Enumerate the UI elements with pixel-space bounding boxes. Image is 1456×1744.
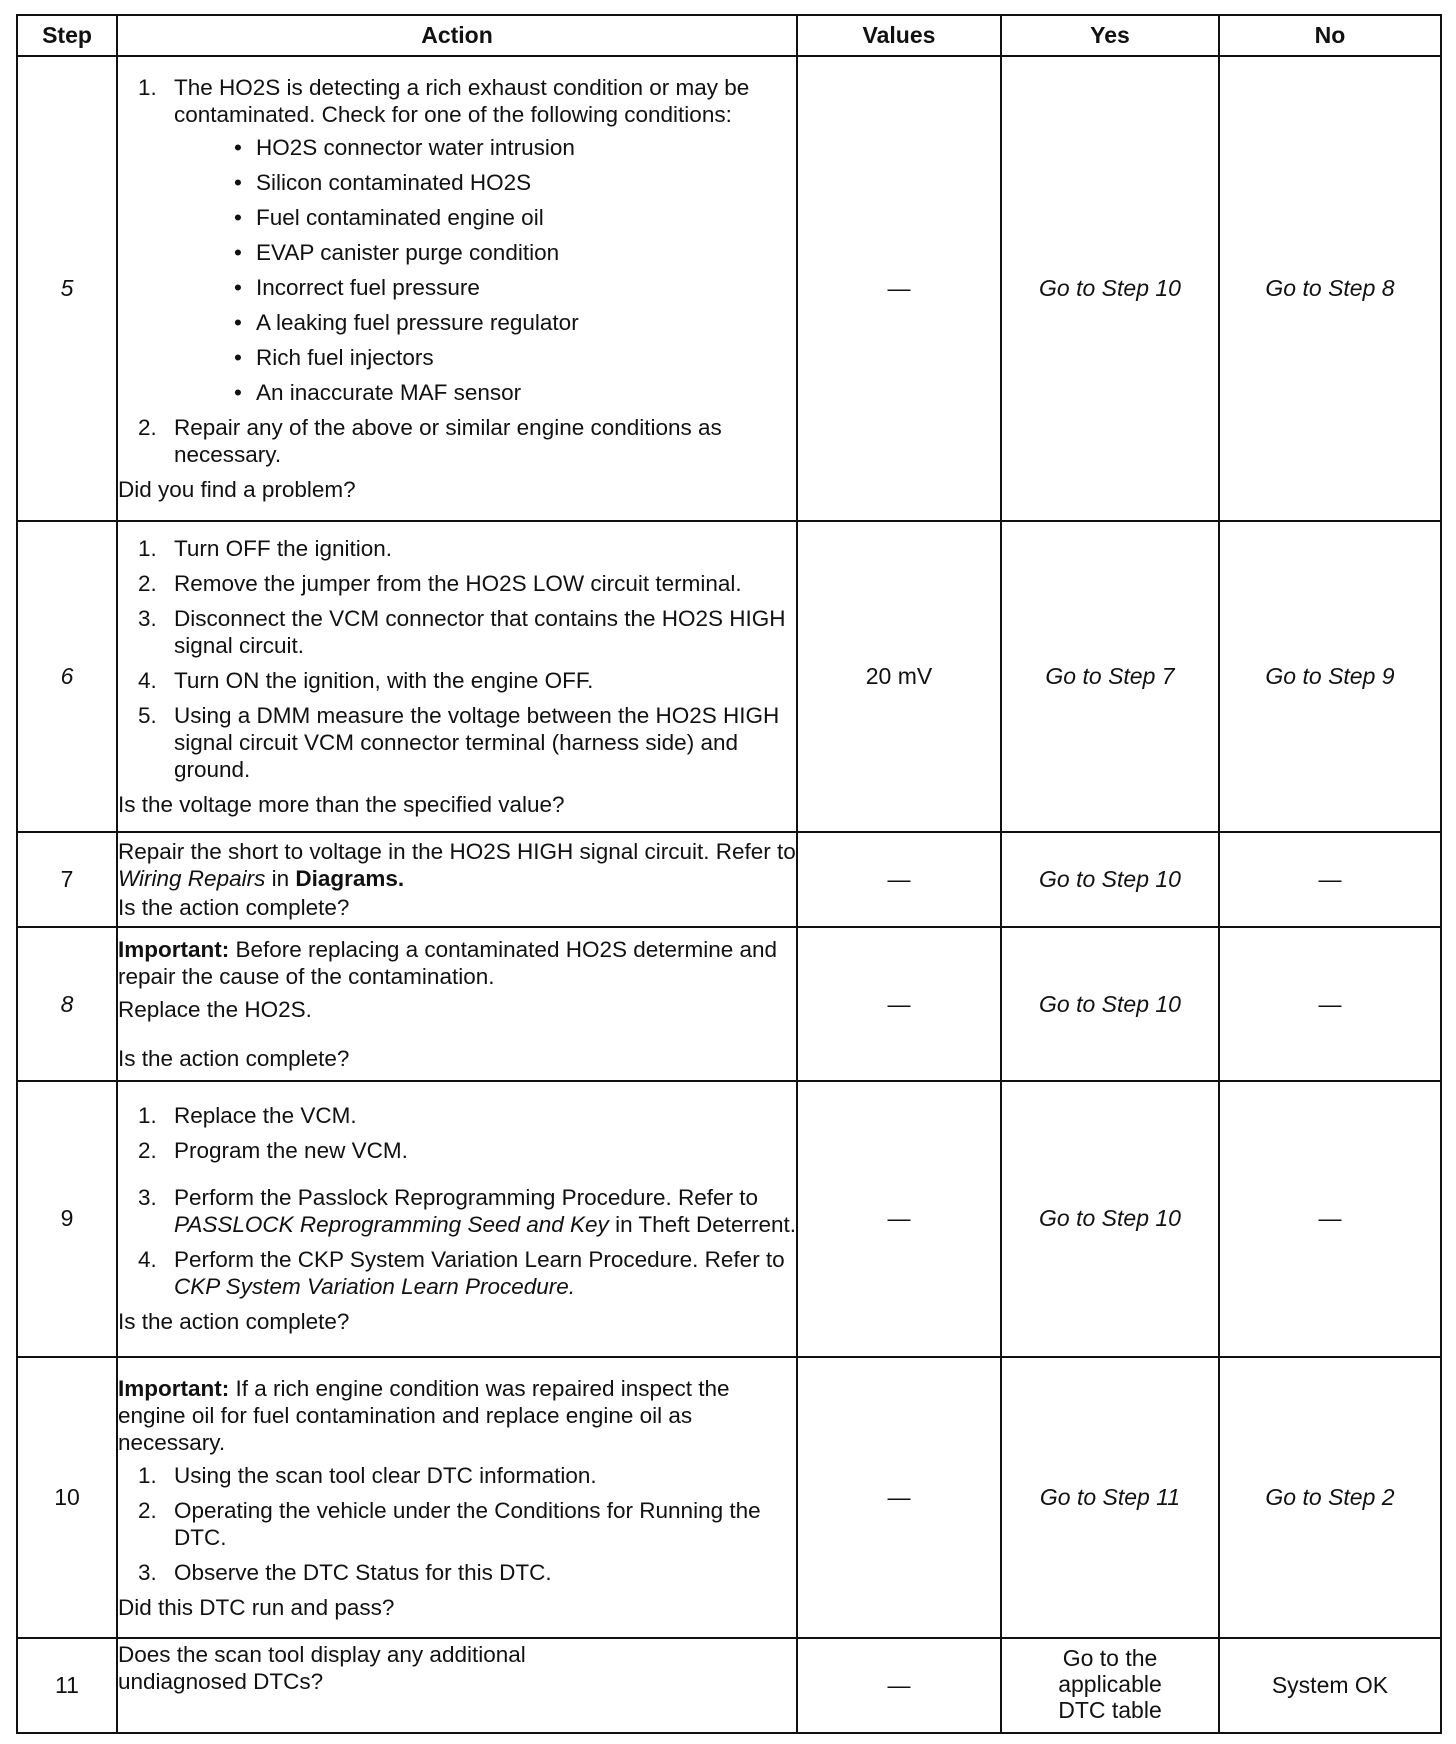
value-cell: — (797, 1357, 1001, 1638)
condition-item (174, 344, 796, 371)
question-text: Does the scan tool display any additional undiagnosed DTCs? (118, 1641, 526, 1694)
table-row-step-9 (17, 1081, 1441, 1357)
bullet-icon: • (234, 380, 242, 406)
diagnostic-table (16, 14, 1442, 1734)
important-label: Important: (118, 1375, 230, 1401)
no-cell: System OK (1219, 1638, 1441, 1733)
important-note (118, 1375, 796, 1456)
action-item-text: Turn OFF the ignition. (174, 536, 393, 562)
question-text: Is the action complete? (118, 1309, 350, 1335)
action-item: 3. Perform the Passlock Reprogramming Procedure. Refer to PASSLOCK Reprogramming Seed and Key in Theft Deterrent. (138, 1185, 796, 1238)
no-cell: — (1219, 927, 1441, 1080)
bullet-icon: • (234, 310, 242, 336)
no-cell: — (1219, 1081, 1441, 1357)
table-row-step-5 (17, 56, 1441, 521)
action-item: 2. Operating the vehicle under the Conditions for Running the DTC. (138, 1497, 761, 1550)
action-list (118, 74, 796, 468)
action-item-text: Using a DMM measure the voltage between the HO2S HIGH signal circuit VCM connector terminal (harness side) and ground. (174, 703, 780, 783)
action-cell (117, 56, 797, 521)
action-item: 4. Turn ON the ignition, with the engine OFF. (138, 668, 594, 694)
action-item-text: Repair any of the above or similar engine conditions as necessary. (174, 415, 722, 468)
table-row-step-7 (17, 832, 1441, 927)
conditions-list (174, 134, 796, 406)
reference-link[interactable]: Wiring Repairs (118, 866, 266, 892)
yes-cell: Go to the applicable DTC table (1001, 1638, 1219, 1733)
header-action: Action (117, 15, 797, 56)
bullet-icon: • (234, 170, 242, 196)
question-text: Did you find a problem? (118, 477, 356, 503)
action-item: 1. Using the scan tool clear DTC information. (138, 1462, 597, 1488)
action-cell (117, 1081, 797, 1357)
value-cell: — (797, 832, 1001, 927)
action-item-text: Perform the Passlock Reprogramming Procedure. Refer to (174, 1185, 758, 1211)
action-cell (117, 1357, 797, 1638)
question-text: Is the voltage more than the specified value? (118, 792, 565, 818)
action-item-text: Observe the DTC Status for this DTC. (174, 1559, 552, 1585)
table-row-step-11 (17, 1638, 1441, 1733)
table-row-step-6 (17, 521, 1441, 832)
value-cell: — (797, 1081, 1001, 1357)
spacer (118, 1023, 796, 1043)
condition-text: Rich fuel injectors (256, 345, 434, 371)
step-number: 11 (17, 1638, 117, 1733)
no-cell: Go to Step 2 (1219, 1357, 1441, 1638)
instruction-text: Replace the HO2S. (118, 997, 312, 1023)
question-text: Is the action complete? (118, 1046, 350, 1072)
condition-text: Incorrect fuel pressure (256, 275, 480, 301)
important-text: If a rich engine condition was repaired inspect the engine oil for fuel contamination and replace engine oil as necessary. (118, 1375, 730, 1455)
important-text: Before replacing a contaminated HO2S determine and repair the cause of the contamination. (118, 937, 778, 990)
action-item: 2. Remove the jumper from the HO2S LOW circuit terminal. (138, 571, 742, 597)
important-note (118, 936, 796, 990)
yes-cell: Go to Step 10 (1001, 927, 1219, 1080)
condition-item (174, 239, 796, 266)
action-cell (117, 521, 797, 832)
step-number: 8 (17, 927, 117, 1080)
reference-link[interactable]: CKP System Variation Learn Procedure. (174, 1274, 576, 1300)
condition-text: HO2S connector water intrusion (256, 135, 575, 161)
action-item-text: Replace the VCM. (174, 1103, 357, 1129)
header-values: Values (797, 15, 1001, 56)
no-cell: Go to Step 9 (1219, 521, 1441, 832)
reference-section: Diagrams. (295, 866, 405, 892)
action-text: in (265, 866, 296, 892)
action-list (118, 1102, 796, 1300)
step-number: 9 (17, 1081, 117, 1357)
action-list (118, 1462, 796, 1586)
header-no: No (1219, 15, 1441, 56)
yes-cell: Go to Step 11 (1001, 1357, 1219, 1638)
no-cell: Go to Step 8 (1219, 56, 1441, 521)
action-item: 4. Perform the CKP System Variation Learn Procedure. Refer to CKP System Variation Learn Procedure. (138, 1247, 785, 1300)
question-text: Did this DTC run and pass? (118, 1594, 395, 1620)
action-item: 1. Turn OFF the ignition. (138, 536, 393, 562)
bullet-icon: • (234, 345, 242, 371)
step-number: 6 (17, 521, 117, 832)
action-item: 1. Replace the VCM. (138, 1103, 357, 1129)
action-cell (117, 927, 797, 1080)
action-item-text: The HO2S is detecting a rich exhaust condition or may be contaminated. Check for one of the following conditions: (174, 75, 750, 128)
action-cell (117, 832, 797, 927)
action-item-text: Operating the vehicle under the Conditions for Running the DTC. (174, 1497, 761, 1550)
table-row-step-10 (17, 1357, 1441, 1638)
condition-text: EVAP canister purge condition (256, 240, 560, 266)
condition-text: Silicon contaminated HO2S (256, 170, 532, 196)
condition-item (174, 204, 796, 231)
action-text: Repair the short to voltage in the HO2S HIGH signal circuit. Refer to (118, 839, 796, 865)
action-paragraph (118, 838, 796, 892)
important-label: Important: (118, 937, 230, 963)
question-text: Is the action complete? (118, 895, 350, 921)
action-item-text: Remove the jumper from the HO2S LOW circuit terminal. (174, 571, 742, 597)
condition-text: A leaking fuel pressure regulator (256, 310, 579, 336)
bullet-icon: • (234, 275, 242, 301)
condition-item (174, 169, 796, 196)
condition-item (174, 379, 796, 406)
step-number: 10 (17, 1357, 117, 1638)
value-cell: — (797, 56, 1001, 521)
no-cell: — (1219, 832, 1441, 927)
yes-cell: Go to Step 7 (1001, 521, 1219, 832)
bullet-icon: • (234, 240, 242, 266)
condition-item (174, 134, 796, 161)
reference-link[interactable]: PASSLOCK Reprogramming Seed and Key (174, 1212, 609, 1238)
step-number: 7 (17, 832, 117, 927)
value-cell: — (797, 1638, 1001, 1733)
action-item-text: Using the scan tool clear DTC information. (174, 1462, 597, 1488)
header-row (17, 15, 1441, 56)
yes-cell: Go to Step 10 (1001, 1081, 1219, 1357)
table-row-step-8 (17, 927, 1441, 1080)
bullet-icon: • (234, 205, 242, 231)
condition-item (174, 309, 796, 336)
action-item-text: Turn ON the ignition, with the engine OFF. (174, 668, 594, 694)
header-yes: Yes (1001, 15, 1219, 56)
condition-text: Fuel contaminated engine oil (256, 205, 544, 231)
action-item-text: Disconnect the VCM connector that contains the HO2S HIGH signal circuit. (174, 606, 786, 659)
action-item: 3. Disconnect the VCM connector that contains the HO2S HIGH signal circuit. (138, 606, 786, 659)
value-cell: — (797, 927, 1001, 1080)
yes-cell: Go to Step 10 (1001, 56, 1219, 521)
action-item-text: Program the new VCM. (174, 1138, 408, 1164)
value-cell: 20 mV (797, 521, 1001, 832)
action-item: 2. Program the new VCM. (138, 1138, 408, 1164)
action-item: 2. Repair any of the above or similar engine conditions as necessary. (138, 415, 722, 468)
condition-item (174, 274, 796, 301)
bullet-icon: • (234, 135, 242, 161)
yes-cell: Go to Step 10 (1001, 832, 1219, 927)
action-list (118, 535, 796, 783)
step-number: 5 (17, 56, 117, 521)
action-item: 3. Observe the DTC Status for this DTC. (138, 1559, 552, 1585)
condition-text: An inaccurate MAF sensor (256, 380, 522, 406)
action-item: 1. The HO2S is detecting a rich exhaust condition or may be contaminated. Check for one of the following conditions: • HO2S connector water intrusion • Silicon contaminated HO2S • Fuel contaminated engine oil • EVAP canister purge condition • Incorrect fuel pressure • A leaking fuel pressure regulator • Rich fuel injectors • An inaccurate MAF sensor (118, 74, 796, 406)
action-item-text: in Theft Deterrent. (608, 1212, 796, 1238)
action-item-text: Perform the CKP System Variation Learn Procedure. Refer to (174, 1247, 785, 1273)
action-item: 5. Using a DMM measure the voltage between the HO2S HIGH signal circuit VCM connector terminal (harness side) and ground. (138, 703, 780, 783)
action-cell (117, 1638, 797, 1733)
header-step: Step (17, 15, 117, 56)
